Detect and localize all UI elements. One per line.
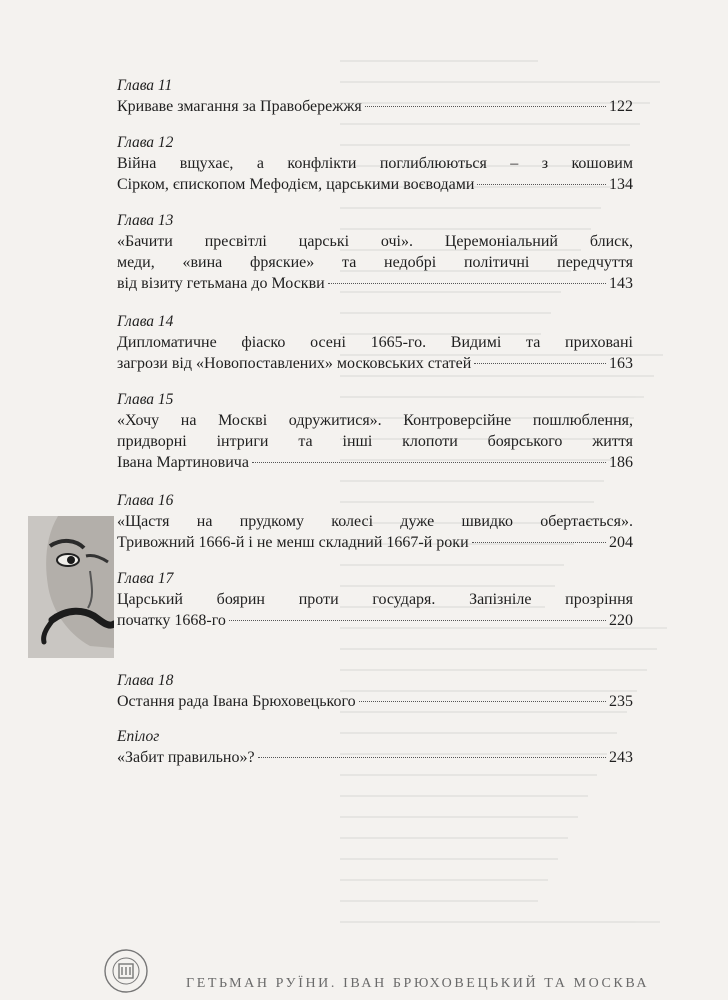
bleed-through-line (340, 837, 568, 839)
toc-entry (117, 76, 633, 117)
chapter-title-line: Криваве змагання за Правобережжя (117, 98, 362, 115)
page-number: 220 (609, 612, 633, 629)
portrait-icon (28, 516, 114, 658)
dot-leader (359, 701, 606, 702)
bleed-through-line (340, 879, 548, 881)
chapter-label: Глава 12 (117, 134, 174, 151)
bleed-through-line (340, 774, 597, 776)
bleed-through-line (340, 795, 588, 797)
page-number: 122 (609, 98, 633, 115)
chapter-title-line: «Щастя на прудкому колесі дуже швидко обертається». (117, 513, 633, 530)
page-number: 186 (609, 454, 633, 471)
bleed-through-line (340, 375, 654, 377)
bleed-through-line (340, 816, 578, 818)
bleed-through-line (340, 123, 640, 125)
bleed-through-line (340, 564, 564, 566)
chapter-title (117, 691, 633, 712)
chapter-title-line: загрози від «Новопоставлених» московських статей (117, 355, 472, 372)
page-number: 134 (609, 176, 633, 193)
chapter-title (117, 747, 633, 768)
chapter-title (117, 589, 633, 631)
chapter-label: Глава 13 (117, 212, 174, 229)
chapter-label: Глава 11 (117, 77, 173, 94)
dot-leader (252, 462, 606, 463)
chapter-title-line: Війна вщухає, а конфлікти поглиблюються – з кошовим (117, 155, 633, 172)
toc-entry (117, 211, 633, 294)
chapter-title-line: «Бачити пресвітлі царські очі». Церемоніальний блиск, (117, 233, 633, 250)
chapter-title-line: Остання рада Івана Брюховецького (117, 693, 356, 710)
dot-leader (258, 757, 606, 758)
chapter-title-line: меди, «вина фряские» та недобрі політичні передчуття (117, 254, 633, 271)
chapter-title (117, 153, 633, 195)
chapter-label: Глава 14 (117, 313, 174, 330)
bleed-through-line (340, 921, 660, 923)
page-number: 163 (609, 355, 633, 372)
toc-entry (117, 491, 633, 553)
dot-leader (477, 184, 606, 185)
dot-leader (472, 542, 606, 543)
portrait-illustration (28, 516, 114, 658)
chapter-title-line: початку 1668-го (117, 612, 226, 629)
page-number: 143 (609, 275, 633, 292)
dot-leader (474, 363, 606, 364)
toc-entry (117, 133, 633, 195)
library-stamp-icon (103, 948, 149, 994)
dot-leader (229, 620, 606, 621)
toc-entry (117, 671, 633, 712)
chapter-label: Глава 16 (117, 492, 174, 509)
chapter-title-line: Сірком, єпископом Мефодієм, царськими воєводами (117, 176, 475, 193)
library-stamp (103, 948, 149, 994)
toc-entry (117, 312, 633, 374)
chapter-label: Глава 17 (117, 570, 174, 587)
chapter-title (117, 96, 633, 117)
chapter-title-line: Івана Мартиновича (117, 454, 249, 471)
toc-entry (117, 727, 633, 768)
chapter-title-line: Дипломатичне фіаско осені 1665-го. Видимі та приховані (117, 334, 633, 351)
page-number: 204 (609, 534, 633, 551)
chapter-title (117, 231, 633, 294)
chapter-label: Глава 18 (117, 672, 174, 689)
chapter-title-line: придворні інтриги та інші клопоти боярського життя (117, 433, 633, 450)
page-number: 235 (609, 693, 633, 710)
chapter-title (117, 511, 633, 553)
chapter-title-line: Тривожний 1666-й і не менш складний 1667-й роки (117, 534, 469, 551)
chapter-title-line: «Забит правильно»? (117, 749, 255, 766)
page-number: 243 (609, 749, 633, 766)
chapter-title (117, 332, 633, 374)
running-footer: ГЕТЬМАН РУЇНИ. ІВАН БРЮХОВЕЦЬКИЙ ТА МОСКВА (186, 976, 650, 991)
toc-entry (117, 390, 633, 473)
chapter-title-line: «Хочу на Москві одружитися». Контроверсійне пошлюблення, (117, 412, 633, 429)
dot-leader (365, 106, 606, 107)
dot-leader (328, 283, 606, 284)
chapter-label: Епілог (117, 728, 160, 745)
bleed-through-line (340, 207, 601, 209)
chapter-title (117, 410, 633, 473)
toc-entry (117, 569, 633, 631)
bleed-through-line (340, 648, 657, 650)
bleed-through-line (340, 858, 558, 860)
bleed-through-line (340, 480, 604, 482)
chapter-title-line: від візиту гетьмана до Москви (117, 275, 325, 292)
chapter-title-line: Царський боярин проти государя. Запізніле прозріння (117, 591, 633, 608)
chapter-label: Глава 15 (117, 391, 174, 408)
bleed-through-line (340, 60, 538, 62)
bleed-through-line (340, 900, 538, 902)
